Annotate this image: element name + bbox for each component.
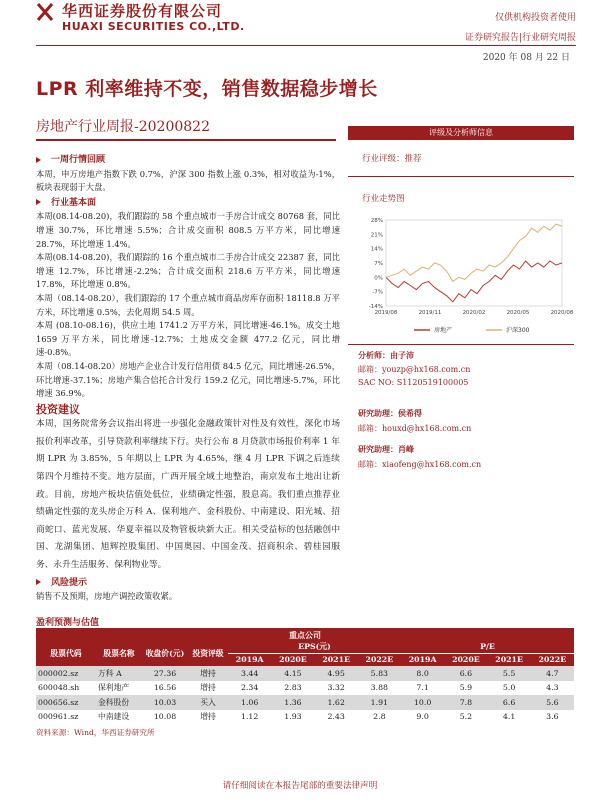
table-row: 000961.sz 中南建设 10.08 增持 1.12 1.93 2.43 2.8 9.0 5.2 4.1 3.6 [38,712,559,722]
column-header: 投资评级 [188,641,228,666]
fundamentals-paragraph: 本周(08.14-08.20)，我们跟踪的 58 个重点城市一手房合计成交 80768 套，同比增速 30.7%，环比增速 5.5%；合计成交面积 808.5 万平方米，同比增速 28.7%，环比增速 1.4%。 [36,211,340,249]
bullet-triangle-icon [36,579,41,585]
column-header: 股票代码 [36,641,96,666]
y-tick-label: -14% [368,304,383,310]
assistant-block [358,444,481,470]
investment-advice-heading: 投资建议 [36,402,80,416]
assistant-email: 邮箱：xiaofeng@hx168.com.cn [358,460,482,469]
sidebar-divider [348,176,574,177]
main-content [36,152,340,604]
table-group-title: 重点公司 [36,629,574,641]
year-header: 2020E [444,654,487,667]
table-source: 资料来源：Wind，华西证券研究所 [36,728,155,737]
sidebar-header: 评级及分析师信息 [348,126,574,140]
column-group-header: EPS(元) [228,641,401,654]
y-tick-label: -7% [372,289,383,296]
y-tick-label: 0% [374,275,383,282]
legal-footer: 请仔细阅读在本报告尾部的重要法律声明 [222,781,378,791]
legend-label: 房地产 [434,327,453,334]
subtitle-divider [36,139,336,141]
series-line-1 [386,261,562,302]
x-tick-label: 2020/05 [506,310,530,316]
table-row: 600048.sh 保利地产 16.56 增持 2.34 2.83 3.32 3.88 7.1 5.9 5.0 4.3 [38,683,559,693]
risk-text: 销售不及预期，房地产调控政策收紧。 [36,591,178,602]
column-header: 收盘价(元) [142,641,188,666]
assistant-name: 研究助理：侯希得 [358,408,422,418]
x-tick-label: 2019/11 [418,310,442,316]
fundamentals-paragraph: 本周 (08.10-08.16)，供应土地 1741.2 万平方米，同比增速-46.1%。成交土地 1659 万平方米，同比增速-12.7%；土地成交金额 477.2 亿元，同比增速-0.8%。 [36,320,340,358]
report-type: 证券研究报告|行业研究周报 [464,33,576,43]
year-header: 2021E [315,654,358,667]
column-group-header: P/E [401,641,574,654]
market-review-text: 本周，申万房地产指数下跌 0.7%，沪深 300 指数上涨 0.3%，相对收益为-1%，板块表现弱于大盘。 [36,168,340,193]
sidebar [348,126,574,469]
y-tick-label: 21% [370,232,383,239]
industry-trend-chart [362,214,574,342]
section-heading: 一周行情回顾 [36,154,340,168]
y-tick-label: 28% [370,218,383,224]
chart-frame [386,220,562,306]
analyst-block [358,350,470,387]
table-row: 000002.sz 万科 A 27.36 增持 3.44 4.15 4.95 5.83 8.0 6.6 5.5 4.7 [36,666,574,681]
series-line-2 [386,224,562,281]
analyst-name: 分析师：由子沛 [358,350,414,360]
assistant-email: 邮箱：houxd@hx168.com.cn [358,424,472,433]
bullet-triangle-icon [36,157,41,163]
year-header: 2019A [401,654,444,667]
year-header: 2022E [531,654,574,667]
sidebar-divider [348,344,574,345]
analyst-sac: SAC NO: S1120519100005 [358,378,469,387]
table-row: 000656.sz 金科股份 10.03 买入 1.06 1.36 1.62 1.91 10.0 7.8 6.6 5.6 [36,695,574,710]
company-name-en: HUAXI SECURITIES CO.,LTD. [62,20,245,33]
y-tick-label: 7% [374,261,383,267]
legend-label: 沪深300 [506,327,530,334]
header-divider [36,45,576,46]
report-subtitle: 房地产行业周报-20200822 [36,119,210,135]
section-heading: 行业基本面 [36,197,340,211]
report-title: LPR 利率维持不变，销售数据稳步增长 [36,78,378,100]
assistant-block [358,408,471,434]
y-tick-label: 14% [370,246,383,253]
year-header: 2019A [228,654,271,667]
year-header: 2020E [271,654,314,667]
fundamentals-paragraph: 本周（08.14-08.20）房地产企业合计发行信用债 84.5 亿元，同比增速-26.5%，环比增速-37.1%；房地产集合信托合计发行 159.2 亿元，同比增速-5.7%，环比增速 36.9%。 [36,360,340,399]
section-heading: 风险提示 [36,577,340,591]
investment-advice-text: 本周，国务院常务会议指出将进一步强化金融政策针对性及有效性，深化市场报价利率改革，引导贷款利率继续下行。央行公布 8 月贷款市场报价利率 1 年期 LPR 为 3.85%，5 年期以上 LPR 为 4.65%，继 4 月 LPR 下调之后连续第四个月维持不变。地方层面，广西开展全域土地整治，南京发布土地出让新政。目前，房地产板块估值处低位，业绩确定性强，股息高。我们重点推荐业绩确定性强的龙头房企万科 A、保利地产、金科股份、中南建设、阳光城、招商蛇口、蓝光发展、华夏幸福以及物管板块新大正。相关受益标的包括融创中国、龙湖集团、旭辉控股集团、中国奥园、中国金茂、招商积余、碧桂园服务、永升生活服务、保利物业等。 [36,419,340,571]
column-header: 股票名称 [96,641,142,666]
year-header: 2021E [488,654,531,667]
x-tick-label: 2020/08 [550,310,574,316]
table-title: 盈利预测与估值 [36,618,100,628]
fundamentals-paragraph: 本周(08.14-08.20)，我们跟踪的 16 个重点城市二手房合计成交 22387 套，同比增速 12.7%，环比增速-2.2%；合计成交面积 218.6 万平方米，同比增速 17.8%，环比增速 0.8%。 [36,252,340,290]
audience-note: 仅供机构投资者使用 [494,13,576,23]
trend-chart-label: 行业走势图 [362,194,405,204]
x-tick-label: 2020/02 [462,310,486,316]
forecast-table [36,629,574,724]
year-header: 2022E [358,654,401,667]
assistant-name: 研究助理：肖峰 [358,444,414,454]
report-date: 2020 年 08 月 22 日 [482,53,570,63]
fundamentals-paragraph: 本周（08.14-08.20），我们跟踪的 17 个重点城市商品房库存面积 18118.8 万平方米，环比增速 0.5%，去化周期 54.5 周。 [36,292,340,317]
industry-rating: 行业评级：推荐 [362,154,422,164]
bullet-triangle-icon [36,199,41,205]
analyst-email: 邮箱：youzp@hx168.com.cn [358,365,471,374]
x-tick-label: 2019/08 [374,310,398,316]
company-name-cn: 华西证券股份有限公司 [62,2,223,20]
company-logo-icon [36,2,54,22]
